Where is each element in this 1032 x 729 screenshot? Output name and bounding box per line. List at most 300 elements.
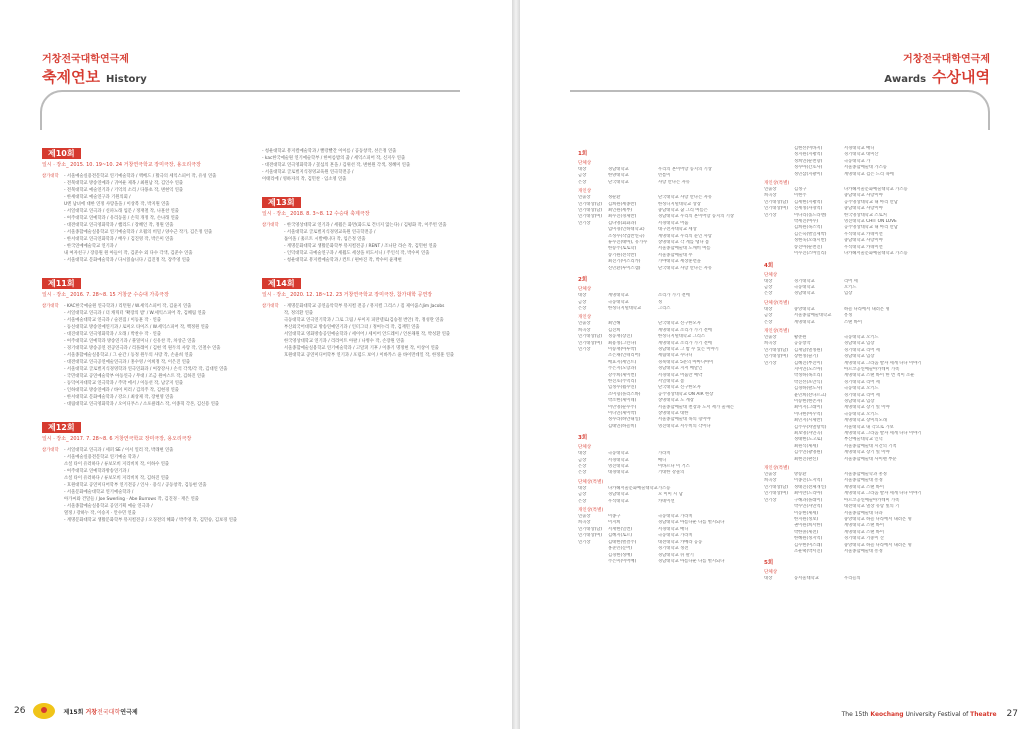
award-name: 대상 (764, 278, 773, 284)
award-work: 리어 세 (844, 278, 858, 284)
award-work: 다카헤서울문화예술대학교 가스등 (844, 187, 908, 193)
award-recipient: 박소현(제이네) (608, 398, 637, 404)
award-work: 계명대학교 소리가 가기 전에 (658, 327, 712, 333)
award-work: 서울종합예술대 천장과 도서 세가 울새는 (658, 404, 735, 410)
award-recipient: 최보영(자연곡) (794, 431, 823, 437)
award-work: 카네이션 (658, 498, 675, 504)
award-edition-heading: 1회 (578, 151, 588, 157)
award-row (578, 306, 758, 312)
award-name: 은상 (578, 305, 587, 311)
award-recipient: 김경현(성배) (608, 552, 633, 558)
participant-entry: - 계명문화대학교 생활문화학부 뮤지컬전공 / 오징전의 혜화 / 박주영 작, 김민승, 김보경 연출 (64, 518, 237, 523)
award-category: 개인상 (578, 189, 592, 195)
award-row (578, 424, 758, 430)
award-name: 은상 (578, 179, 587, 185)
participant-entry: - 국민대학교 공연예술학부 아동연극 / 무대 / 조금 원마스트 작, 김하진 연출 (64, 374, 206, 379)
participants-label: 참가대학 (42, 174, 59, 179)
award-work: 서울종합예술대 다과 (844, 510, 883, 516)
award-category: 단체상 (578, 161, 592, 166)
award-recipient: 이수진(스마일리) (794, 251, 827, 257)
award-work: 경남대학교 임장 (844, 341, 875, 347)
award-work: 경남대학교 아름다운 나를 별시되다 (658, 520, 725, 526)
award-name: 연기상 (578, 346, 591, 352)
award-category: 개인상 (578, 315, 592, 321)
award-recipient: 조운택(박서진) (794, 548, 823, 554)
award-work: 부산예술대학교 인덕 (844, 437, 883, 443)
award-name (764, 549, 794, 555)
participant-entry: 서일대학교 영화방송공연예술학과 / 세이어 / 세이어 안드레이 / 언론채원 작, 박성환 연출 (284, 332, 451, 337)
participant-entry: 서울종합예술실용학교 연기예술학과 / 고달퍼 기후 / 이종기 명정현 작, 이상이 연출 (284, 346, 439, 351)
award-work: 모 이미 시 남 (658, 492, 683, 498)
left-page (0, 0, 512, 729)
right-title (884, 66, 990, 87)
award-work: 가라치 (658, 451, 671, 457)
edition-heading: 제13회 (262, 197, 301, 208)
award-work: 경남대학교 아름다운 나를 별시되다 (658, 558, 725, 564)
award-recipient: 이승현(현존자) (794, 399, 823, 404)
participant-entry: - 동덕여자대학교 연극학과 / 주막 에서 / 이동선 작, 남궁지 연출 (64, 381, 184, 386)
award-name: 대상 (764, 306, 773, 312)
award-work: 공주영상대학교 내 마리 만남 (844, 225, 898, 231)
participant-entry: - 서울대학교 글로벌지식경영교육원 연극학전공 / (262, 170, 354, 175)
award-work: 경기대학교 리어 세 (844, 379, 880, 385)
participants-label: 참가대학 (262, 304, 279, 309)
award-work: 충남대학교 사랑이야 (844, 193, 883, 199)
award-row (764, 172, 984, 178)
award-recipient: 공동창작 (794, 341, 811, 347)
participant-entry: - 서울예술실용전문학교 연기예술학과 / 맥베드 / 활극의 세익스피어 작, 유성 연출 (64, 174, 217, 179)
award-work: 경기대학교 리어 세 (844, 392, 880, 398)
award-work: 서경대학교 매니 (844, 146, 875, 151)
award-name: 은상 (764, 291, 773, 297)
award-work: 극동대학교 가라치 (658, 514, 693, 520)
award-name: 대상 (578, 167, 587, 172)
award-name (764, 172, 794, 178)
award-edition-heading: 5회 (764, 560, 774, 567)
award-work: 경남대학교 뒤 팔기 (658, 552, 694, 558)
award-recipient: 장현정(슬기) (794, 354, 819, 360)
award-work: 계명대학교 스탠 바이 (844, 529, 885, 535)
award-work: 계명대학교 그라움 발자 세계 나다 이야기 (844, 360, 922, 366)
award-row (578, 180, 758, 186)
edition-date-venue: 일시 · 장소_ 2016. 7. 28~8. 15 거창군 수승대 가족극장 (42, 292, 169, 298)
participant-entry: 호원대학교 공연미디어학부 연기과 / 포럼드 보이 / 이바카스 윤 바이먼데일 작, 한정훈 연출 (284, 353, 455, 358)
award-recipient: 정수라(하얀내일) (608, 417, 641, 423)
awards-title-en: Awards (884, 74, 927, 85)
footer-en-d: Theatre (970, 710, 997, 718)
award-recipient: 계명대학교 (794, 319, 815, 325)
award-work: 한국영상대학교 스토커 (844, 212, 887, 218)
participant-entry: 극동대학교 연극연기학과 / 그로 그림 / 루이지 피란델로(김승철 번안) 작, 정성란 연출 (284, 318, 444, 323)
award-work: 경남대학교 지저 배달인 (658, 366, 703, 372)
award-recipient: 구해과(플레이) (794, 497, 823, 503)
participant-entry: - 전북대학교 방송연예과 / 귀여운 제목 / 최원남 작, 김인수 연출 (64, 181, 184, 186)
award-recipient: 송진아(순천진) (794, 244, 823, 250)
award-recipient: 윤민희(잔다르크) (794, 392, 827, 398)
award-recipient: 김정구 (794, 187, 807, 193)
award-work: 서경대학교 매니 (658, 526, 689, 532)
history-section (42, 148, 252, 264)
edition-date-venue: 일시 · 장소_ 2020. 12. 18~12. 23 거창연극학교 장미극장, 참가대학 공연장 (262, 292, 433, 298)
award-work: 충남대학교 사랑이야 (844, 206, 883, 212)
award-name (764, 457, 794, 463)
edition-date-venue: 일시 · 장소_ 2015. 10. 19~10. 24 거창연극학교 장미극장, 용오리극장 (42, 162, 201, 168)
edition-heading: 제11회 (42, 278, 81, 289)
edition-date-venue: 일시 · 장소_ 2017. 7. 28~8. 6 거창연극학교 장미극장, 용오리극장 (42, 436, 192, 442)
award-name: 금상 (764, 313, 773, 319)
award-name: 연출상 (764, 472, 777, 478)
participant-entry: - 서일대학교 연극과 / 신파노래 입문 / 정재철 작, 나훈찬 연출 (64, 209, 179, 214)
award-name: 연기대상(남) (578, 201, 603, 207)
award-recipient: 김태연(하늘비) (608, 423, 637, 429)
award-recipient: 최민지(시제반) (794, 418, 823, 424)
participant-entry: - 경기대학교 방송공연 전공연극과 / 리플레이 / 김현 역 원두의 사랑 작, 인철수 연출 (64, 346, 221, 351)
award-work: 상명대학교 대한 (658, 411, 689, 416)
award-recipient: 최진기(미스리카) (608, 259, 641, 265)
award-recipient: 정태진(전체개인) (794, 484, 827, 490)
footer-name-b: 전국대학 (97, 708, 121, 716)
award-work: 극동대학교 오키드 (844, 386, 879, 392)
participant-entry: - KAC한국예술원 연극학과 / 리턴원 / W.세익스피어 작, 김윤지 연출 (64, 304, 192, 309)
award-work: 대전대학교 열상 유랑 빛의 기 (844, 504, 900, 510)
award-work: 한성디지털대학교 그리스 (658, 334, 706, 340)
left-title (42, 66, 147, 87)
award-recipient: 이종구 (608, 514, 621, 520)
award-name: 연기대상(여) (578, 340, 603, 346)
award-name: 대상 (578, 451, 587, 457)
award-name: 연기대상(남) (578, 526, 603, 532)
award-row (578, 499, 758, 505)
participant-entry: - 대전대학교 연극영화학과 / 꽃섬의 혼을 / 김위선 작, 변현원 각색, 정혜미 연출 (262, 163, 411, 168)
award-work: 서일대학교 봄 (658, 378, 685, 384)
award-row (578, 559, 758, 565)
award-name: 대상 (578, 293, 587, 299)
history-section (262, 197, 482, 264)
awards-column-2 (764, 146, 984, 583)
award-recipient: 대경대학교 (608, 470, 629, 476)
participants-list (284, 222, 482, 264)
history-title-en: History (105, 74, 147, 85)
participants (262, 303, 482, 359)
award-recipient: 임정수(월수연) (608, 385, 637, 391)
award-work: 계명대학교 그라움 발자 세계 나다 이야기 (844, 431, 922, 437)
history-continued (262, 148, 482, 183)
award-name: 연기대상(여) (578, 533, 603, 539)
award-row (764, 576, 984, 582)
award-recipient: 김주수(차열탕역) (794, 424, 827, 430)
award-recipient: 조미형(플러스바) (608, 391, 641, 397)
footer-en-c: University Festival of (905, 710, 969, 718)
award-row (578, 470, 758, 476)
participants-label: 참가대학 (42, 304, 59, 309)
award-work: 단국대학교 사랑 만나는 자유 (658, 195, 712, 201)
award-name: 연출상 (578, 514, 591, 520)
award-work: 서울종합예술대 시간의 기적 (844, 443, 897, 449)
right-page-number: 27 (1006, 709, 1018, 719)
award-recipient: 이현주 (794, 193, 807, 199)
award-category: 단체상 (578, 445, 592, 451)
award-work: 스탠 바이 (844, 319, 862, 325)
participants-list (64, 303, 252, 408)
participant-entry: - 인하대학교 방송연예과 / 바이 미러 / 김의주 작, 김현경 연출 (64, 388, 179, 393)
award-work: 소리가 가기 전에 (658, 293, 690, 299)
award-recipient: 계명대학교 (608, 293, 629, 299)
award-work: 계명대학교 소리가 가기 전에 (658, 340, 712, 346)
award-work: 계명대학교 스탠 바이 (844, 523, 885, 529)
award-recipient: 강주희(제이번) (608, 372, 637, 378)
participant-entry: - 서울종합예술실용학교 연기예술학과 / 오월의 비밀 / 양수근 작가, 김은정 연출 (64, 230, 213, 235)
award-work: 가야대학교 세상훈련을 (658, 259, 701, 265)
award-work: 정 (658, 299, 663, 305)
award-work: 계명대학교 스탠 바이 한 번 적이 소운 (844, 373, 915, 379)
award-recipient: 극동대학교 (608, 451, 629, 457)
award-name: 연기상 (578, 220, 591, 226)
award-name: 은상 (578, 464, 587, 470)
participants-label: 참가대학 (42, 448, 59, 453)
award-work: 우리들의 (844, 576, 861, 582)
award-work: 우리의 혼이어랑 동지의 기상 (658, 167, 712, 172)
award-recipient: 정순환 (608, 195, 621, 201)
participant-entry: - 한서대학교 문화예술학과 / 강요 / 최상제 작, 장현영 연출 (64, 395, 174, 400)
footer-edition: 제15회 (63, 708, 84, 716)
award-work: 경남대학교 임장 (844, 354, 875, 360)
award-recipient: 김혜지(토르) (608, 533, 633, 539)
award-recipient: 이지희 (608, 520, 621, 526)
award-work: 서경대학교 어둠만 예약 (658, 372, 703, 378)
award-recipient: 정희연(순천향) (794, 158, 823, 164)
award-work: 극동대학교 오키드 (844, 334, 879, 340)
participant-entry: - 대전대학교 연극공연예술연극과 / 홍수영 / 이희정 작, 이은진 연출 (64, 360, 191, 365)
award-recipient: 한성디지털대학교 (608, 305, 642, 311)
award-work: 계명대학교 장기 빛 이야 (844, 405, 890, 411)
award-recipient: 김진희 (608, 327, 621, 333)
award-recipient: 극동대학교 (608, 299, 629, 305)
award-name: 연기대상(남) (764, 199, 789, 205)
award-recipient: 최이지(그레이) (794, 405, 823, 411)
award-name: 연기대상(여) (578, 214, 603, 220)
award-work: 서울종합예술대 흥정 (844, 548, 883, 554)
participant-entry: 아가씨와 건달들 / Joe Swerling · Abe Burrows 작, 김진경 · 재은 연출 (64, 497, 199, 502)
award-name (578, 559, 608, 565)
award-work: 서울종합예술대 목의 형이야 (658, 417, 711, 423)
award-recipient: 영진대학교 (608, 464, 629, 470)
award-work: 영진대학교 서두비의 각이다 (658, 423, 711, 429)
award-recipient: 박진선(포만식) (794, 379, 823, 385)
award-edition-heading: 2회 (578, 277, 588, 284)
award-work: 경기대학교 대미산 (844, 152, 879, 158)
award-name: 희곡상 (764, 478, 777, 484)
award-recipient: 진세정(자경역) (794, 206, 823, 212)
award-recipient: 서울종합예술대학교 (794, 313, 832, 319)
participant-entry: - 계명문화대학교 공연음악학부 뮤지컬 전공 / 뮤지컬 그리스 / 짐 제이콥스Jim Jacobs (284, 304, 445, 309)
award-work: 서경대학교 어둠 (658, 220, 689, 226)
participant-entry: - 서울대학교 글로벌지식경영학과 연극연화과 / 여장강사 / 손석 각색/각 작, 김대연 연출 (64, 367, 228, 372)
history-section (42, 278, 252, 408)
award-name: 연출상 (764, 334, 777, 340)
award-name: 금상 (578, 299, 587, 305)
award-category: 단체상(특별) (764, 300, 790, 306)
award-recipient: 최용정(그린다) (608, 340, 637, 346)
participants-label: 참가대학 (262, 223, 279, 228)
award-recipient: 김희원(세종반) (608, 201, 637, 207)
participant-entry: 한국영상대학교 연기과 / 리라이트 아팔 / 나병수 작, 손장원 연출 (284, 339, 405, 344)
award-recipient: 단국대학교 (608, 179, 629, 185)
participant-entry: - 한서대학교 연극연화학과 / 배우 / 김진영 작, 박은미 연출 (64, 237, 174, 242)
award-recipient: 정현욱(오래시반) (794, 238, 827, 244)
participant-entry: - 여주대학교 연예학과 / 유리동물 / 손혁 개정 작, 손나래 연출 (64, 216, 179, 221)
award-recipient: 최수진(경제반) (608, 214, 637, 220)
award-name: 연기상 (578, 539, 591, 545)
award-name: 연기대상(남) (578, 334, 603, 340)
participant-entry: - 계명문화대학교 생활문화학부 뮤지컬전공 / RENT / 조나단 라슨 작, 김민현 연출 (284, 244, 437, 249)
award-recipient: 한혜원(정지역) (794, 536, 823, 542)
right-brand: 거창전국대학연극제 (903, 54, 990, 65)
award-recipient: 김태현(별결주) (608, 539, 637, 545)
award-name: 연기대상(남) (578, 208, 603, 214)
participants (42, 303, 252, 408)
award-row (764, 457, 984, 463)
award-work: 계명대학교 장미의노래 (844, 418, 887, 424)
participants (42, 173, 252, 264)
footer-en-a: The 15th (841, 710, 869, 718)
award-recipient: 이종진(도지역) (794, 478, 823, 484)
award-name: 연출상 (578, 195, 591, 201)
award-work: 계명대학교 우리의 눈인 사랑 (658, 233, 712, 239)
participant-entry: - 서일대학교 연극과 / 세퍼 SE / 이서 일러 작, 박래현 연출 (64, 448, 174, 453)
footer-en-b: Keochang (870, 710, 904, 718)
award-work: 우석대학교 카네이션 (844, 231, 883, 237)
left-page-number: 26 (14, 706, 26, 716)
left-footer (14, 703, 138, 719)
awards-title-ko: 수상내역 (932, 68, 990, 86)
award-recipient: 류수진(태마), 유가수 (608, 240, 648, 246)
participants (42, 447, 252, 524)
award-name: 연기대상(남) (764, 484, 789, 490)
award-work: 중앙대학교 하늘 나라에서 내려온 명 (844, 542, 912, 548)
participants-list (284, 303, 482, 359)
award-recipient: 최인원(세부) (608, 208, 633, 214)
award-name: 연기상 (764, 497, 777, 503)
award-recipient: 이다현(여우역) (794, 411, 823, 417)
award-name: 연기상 (764, 360, 777, 366)
award-category: 단체상 (578, 287, 592, 293)
award-work: 서울종합예술대 사이렌 부분 (844, 456, 897, 462)
award-category: 개인상(특별) (764, 466, 790, 472)
award-work: 공주영상대학교 내 마리 만남 (844, 199, 898, 205)
award-work: 다카헤서울문화예술대학교 가스등 (844, 251, 908, 257)
history-section (42, 422, 252, 524)
award-work: 극동대학교 가 (844, 158, 871, 164)
award-name: 대상 (764, 576, 773, 582)
left-header-curve (40, 90, 460, 130)
award-name: 연출상 (578, 321, 591, 327)
award-category: 개인상(특별) (578, 508, 604, 514)
award-recipient: 김주연(광영원) (794, 450, 823, 456)
participant-entry: - 전북대학교 예술연기과 / 기억의 소리 / 다몽초 작, 변현익 연출 (64, 188, 184, 193)
award-work: 서울종합예술대 가스등 (844, 165, 887, 171)
award-recipient: 박한솔(제전) (794, 529, 819, 535)
award-recipient: 한진호(주먹리) (608, 378, 637, 384)
participant-entry: - 서울대학교 문화예술학과 / 다시읽습니다 / 김진정 작, 장주영 연출 (64, 258, 191, 263)
award-recipient: 한양대학교 (608, 173, 629, 179)
award-recipient: 주은미(이어배) (608, 558, 637, 564)
right-page (520, 0, 1032, 729)
award-recipient: 황춘원 (794, 334, 807, 340)
award-recipient: 박정하(목소리) (794, 373, 823, 379)
award-recipient: 방승환 (794, 472, 807, 478)
participant-entry: - 인덕대학교 극예술연구과 / 세월도 세상을 떠도서니 / 주인석 작, 박수미 연출 (284, 251, 430, 256)
award-work: 서울대학교 내 각으로 가보 (844, 424, 894, 430)
award-recipient: 서재현(일번) (608, 526, 633, 532)
award-recipient: 박수연(자연역) (794, 504, 823, 510)
participant-entry: - 청운대학교 뮤지컬예술학과 / 컨트 / 편마진 작, 박수미 윤재현 (284, 258, 402, 263)
award-recipient: 박세진(여수) (794, 219, 819, 225)
award-recipient: 김경하(팔도사) (794, 386, 823, 392)
participant-entry: 툴이올 / 흘르트 시발배니다 작, 임은정 연출 (284, 237, 366, 242)
award-name: 은상 (578, 470, 587, 476)
award-name: 금상 (764, 284, 773, 290)
award-recipient: 극동대학교 (794, 284, 815, 290)
award-recipient: 중앙대학교 (794, 306, 815, 312)
participant-entry: - 한국연예예술학교 연기과 / (64, 244, 117, 249)
award-recipient: 최이란(드리아) (794, 491, 823, 497)
history-column-2 (262, 148, 482, 373)
award-work: 충남대학교 사랑이야 (844, 238, 883, 244)
award-work: 우석대학교 카네이션 (844, 244, 883, 250)
edition-heading: 제14회 (262, 278, 301, 289)
award-recipient: 정동재(장진) (608, 334, 633, 340)
award-recipient: 김현선(이바지) (794, 146, 823, 151)
award-recipient: 권이원(희서한) (794, 523, 823, 529)
award-name: 희곡상 (764, 341, 777, 347)
award-work: 오키드 (844, 284, 857, 290)
award-category: 단체상 (764, 272, 778, 278)
award-recipient: 동서울대학교 (794, 576, 819, 582)
award-name: 은상 (578, 498, 587, 504)
edition-heading: 제12회 (42, 422, 81, 433)
award-recipient: 김나영(회화과) (608, 220, 637, 226)
award-name: 대상 (578, 485, 587, 491)
right-header-curve (570, 90, 990, 130)
award-work: 서울종합예술대 흥정 (844, 478, 883, 484)
award-recipient: 주은지(노랑과) (608, 366, 637, 372)
award-work: 중앙대학교 하늘 나라에서 내려온 명 (844, 516, 912, 522)
award-work: 극동대학교 오키드 (844, 411, 879, 417)
award-recipient: 정지원(지평역) (794, 152, 823, 158)
award-work: 가스등 (658, 485, 671, 491)
participant-entry: - 동신대학교 방송연예연기과 / 로미오 타이즈 / W.세익스피어 작, 백정원 연출 (64, 325, 209, 330)
festival-logo-icon (33, 703, 55, 719)
award-work: 충남대학교 꿈 그리 여름은 (658, 208, 708, 214)
award-work: 공주영상대학교 ON AIR 현장 (658, 391, 714, 397)
award-recipient: 경남대학교 (608, 492, 629, 498)
award-work: 거대한 강물의 (658, 470, 685, 476)
award-recipient: 정태현(도고로) (794, 437, 823, 443)
book-gutter (512, 0, 520, 729)
participant-entry: 작, 정의환 연출 (284, 311, 314, 316)
award-recipient: 한승주(토토학) (608, 246, 637, 252)
participant-entry: - 대전대학교 연극영화학과 / 햄리드 / 장혜인 작, 정원 연출 (64, 223, 174, 228)
participant-entry: 소셜 타이 유러하다 / 류보모비 지리비치 작, 이하수 연출 (64, 462, 170, 467)
award-name: 은상 (764, 319, 773, 325)
award-category: 단체상 (764, 570, 778, 576)
award-name (578, 424, 608, 430)
award-work: 경기대학교 정전 (658, 546, 689, 552)
awards-column-1 (578, 146, 758, 565)
award-name (578, 266, 608, 272)
award-category: 개인상(특별) (764, 328, 790, 334)
award-recipient: 정민삼(지팡이) (794, 171, 823, 177)
